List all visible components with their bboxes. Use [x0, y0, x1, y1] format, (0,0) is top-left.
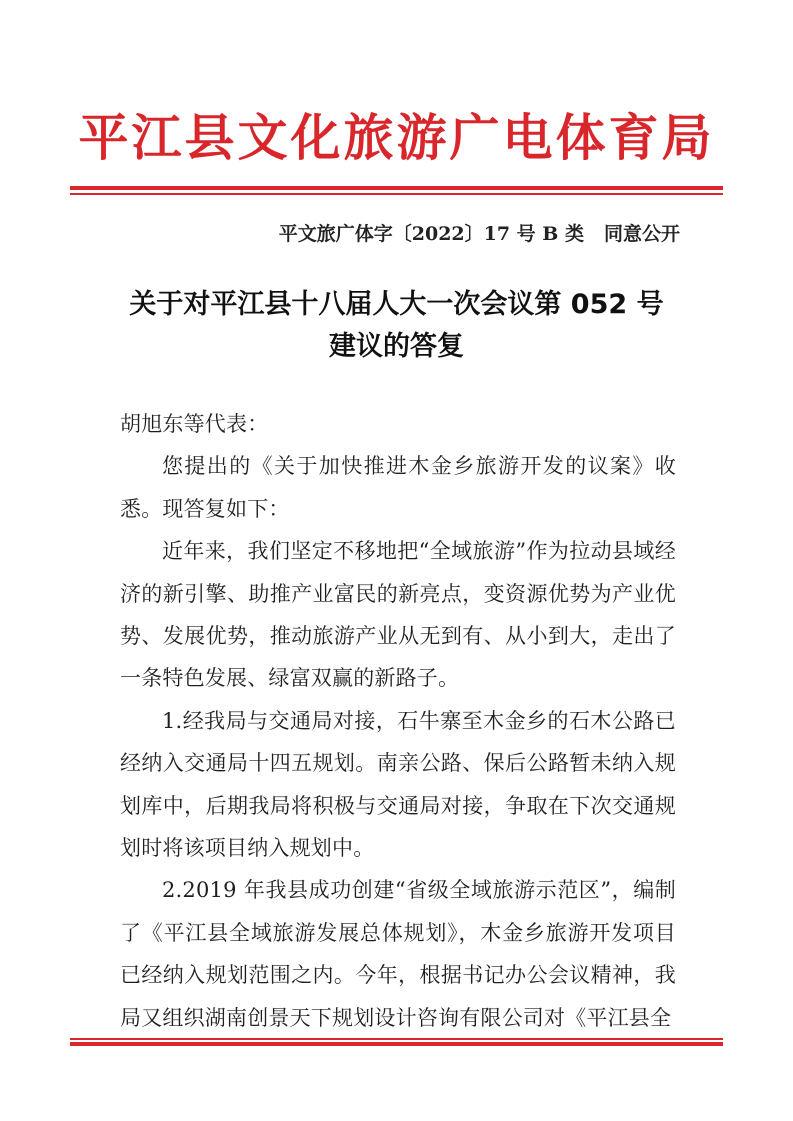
disclosure-label: 同意公开: [603, 223, 680, 245]
masthead-rule-thick: [70, 186, 723, 190]
title-line-2: 建议的答复: [329, 331, 464, 362]
document-body: [120, 403, 676, 1039]
masthead-rule-thin: [70, 193, 723, 195]
document-title: [80, 284, 713, 368]
title-line-1: 关于对平江县十八届人大一次会议第 052 号: [129, 289, 664, 320]
paragraph: 您提出的《关于加快推进木金乡旅游开发的议案》收悉。现答复如下：: [120, 454, 676, 521]
paragraph: 1.经我局与交通局对接，石牛寨至木金乡的石木公路已经纳入交通局十四五规划。南亲公路、保后公路暂未纳入规划库中，后期我局将积极与交通局对接，争取在下次交通规划时将该项目纳入规划中。: [120, 708, 676, 861]
doc-number: 平文旅广体字〔2022〕17 号 B 类: [278, 223, 584, 245]
footer-rule-thin: [70, 1038, 723, 1040]
footer-rule-thick: [70, 1042, 723, 1046]
salutation: 胡旭东等代表：: [120, 412, 269, 436]
paragraph: 2.2019 年我县成功创建“省级全域旅游示范区”，编制了《平江县全域旅游发展总体规划》，木金乡旅游开发项目已经纳入规划范围之内。今年，根据书记办公会议精神，我局又组织湖南创景天下规划设计咨询有限公司对《平江县全: [120, 878, 676, 1030]
doc-number-line: [250, 219, 680, 246]
agency-masthead: 平江县文化旅游广电体育局: [78, 108, 715, 167]
paragraph: 近年来，我们坚定不移地把“全域旅游”作为拉动县域经济的新引擎、助推产业富民的新亮点，变资源优势为产业优势、发展优势，推动旅游产业从无到有、从小到大，走出了一条特色发展、绿富双赢的新路子。: [120, 539, 676, 691]
